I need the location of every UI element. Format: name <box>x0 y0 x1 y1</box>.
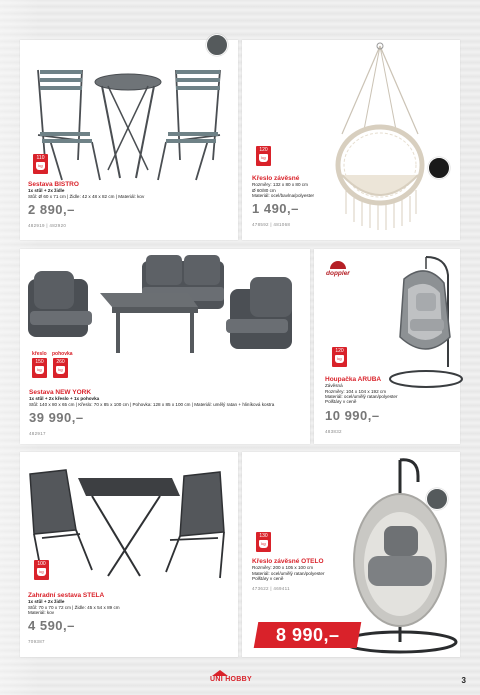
weight-icon: kg <box>335 355 344 363</box>
weight-capacity-tag-sofa <box>53 358 68 378</box>
product-code: 473622 | 469411 <box>252 586 290 592</box>
product-line2: Rozměry: 104 x 104 x 192 cm <box>325 388 387 394</box>
doppler-logo: doppler <box>326 261 350 277</box>
product-name: Zahradní sestava STELA <box>28 592 105 599</box>
product-name: Sestava NEW YORK <box>29 389 92 396</box>
product-price: 1 490,– <box>252 201 299 217</box>
product-line3: Materiál: kov <box>28 610 55 616</box>
tag-label-armchair: křeslo <box>32 351 47 357</box>
tag-weight: 100 <box>37 561 46 567</box>
tag-label-sofa: pohovka <box>52 351 73 357</box>
product-line2: Stůl: 140 x 80 x 65 cm | Křeslo: 70 x 85 x 100 cm | Pohovka: 128 x 85 x 100 cm | Materiál: umělý ratan + hliníková kostra <box>29 401 275 407</box>
product-name: Houpačka ARUBA <box>325 376 382 383</box>
product-line2: Stůl: 70 x 70 x 72 cm | Židle: 45 x 54 x 89 cm <box>28 604 120 610</box>
product-price: 39 990,– <box>29 410 84 426</box>
weight-capacity-tag-armchair <box>32 358 47 378</box>
page-number: 3 <box>461 676 466 685</box>
product-price: 2 890,– <box>28 202 75 218</box>
product-info <box>28 181 233 228</box>
product-card-new-york <box>20 249 310 444</box>
product-line2: Ø 60/80 cm <box>252 187 276 193</box>
product-code: 482917 <box>29 430 46 436</box>
weight-capacity-tag <box>34 560 49 580</box>
unihobby-logo: UNI HOBBY <box>210 676 252 683</box>
tag-weight: 150 <box>35 359 44 365</box>
product-price: 4 590,– <box>28 618 75 634</box>
color-swatch[interactable] <box>428 157 450 179</box>
weight-capacity-tag <box>332 347 347 367</box>
product-line3: Materiál: ocel/umělý ratan/polyester <box>325 394 398 400</box>
product-info <box>252 558 372 591</box>
bistro-set-image <box>20 40 238 185</box>
aruba-swing-image <box>314 249 460 389</box>
product-card-hanging-chair <box>242 40 460 240</box>
weight-icon: kg <box>259 154 268 162</box>
product-line1: 1x stůl + 2x židle <box>28 188 65 194</box>
tag-weight: 120 <box>335 348 344 354</box>
otelo-price-banner <box>254 622 362 648</box>
product-card-stela <box>20 452 238 657</box>
color-swatch[interactable] <box>426 488 448 510</box>
product-line1: 1x stůl + 2x křeslo + 1x pohovka <box>29 396 100 402</box>
product-card-aruba <box>314 249 460 444</box>
product-info <box>29 389 307 436</box>
product-line1: Rozměry: 132 x 80 x 80 cm <box>252 182 308 188</box>
product-code: 709387 <box>28 639 45 645</box>
product-line4: Polštáry v ceně <box>325 399 357 405</box>
weight-icon: kg <box>35 366 44 374</box>
product-line2: Stůl: Ø 60 x 71 cm | Židle: 42 x 48 x 82 cm | Materiál: kov <box>28 193 145 199</box>
product-name: Křeslo závěsné <box>252 175 300 182</box>
stela-set-image <box>20 452 238 582</box>
product-line1: Rozměry: 200 x 105 x 100 cm <box>252 565 314 571</box>
product-info <box>325 376 457 434</box>
product-line1: Závěsná <box>325 383 343 389</box>
weight-capacity-tag <box>33 154 48 174</box>
tag-weight: 110 <box>36 155 45 161</box>
product-price: 8 990,– <box>275 625 340 645</box>
color-swatch[interactable] <box>206 34 228 56</box>
product-info <box>252 175 372 227</box>
product-line1: 1x stůl + 2x židle <box>28 599 65 605</box>
weight-capacity-tag <box>256 532 271 552</box>
tag-weight: 260 <box>56 359 65 365</box>
weight-icon: kg <box>56 366 65 374</box>
weight-icon: kg <box>37 568 46 576</box>
product-code: 482919 | 482920 <box>28 222 67 228</box>
product-code: 478592 | 481068 <box>252 222 291 228</box>
product-name: Křeslo závěsné OTELO <box>252 558 324 565</box>
house-roof-icon <box>212 670 228 676</box>
product-line3: Polštáry v ceně <box>252 576 284 582</box>
weight-capacity-tag <box>256 146 271 166</box>
weight-icon: kg <box>36 162 45 170</box>
product-info <box>28 592 233 644</box>
tag-weight: 130 <box>259 533 268 539</box>
weight-icon: kg <box>259 540 268 548</box>
product-line3: Materiál: ocel/bavlna/polyester <box>252 193 315 199</box>
product-code: 483832 <box>325 428 342 434</box>
tag-weight: 120 <box>259 147 268 153</box>
product-price: 10 990,– <box>325 407 380 423</box>
product-line2: Materiál: ocel/umělý ratan/polyester <box>252 570 325 576</box>
product-card-bistro <box>20 40 238 240</box>
product-name: Sestava BISTRO <box>28 181 79 188</box>
new-york-set-image <box>20 249 310 359</box>
